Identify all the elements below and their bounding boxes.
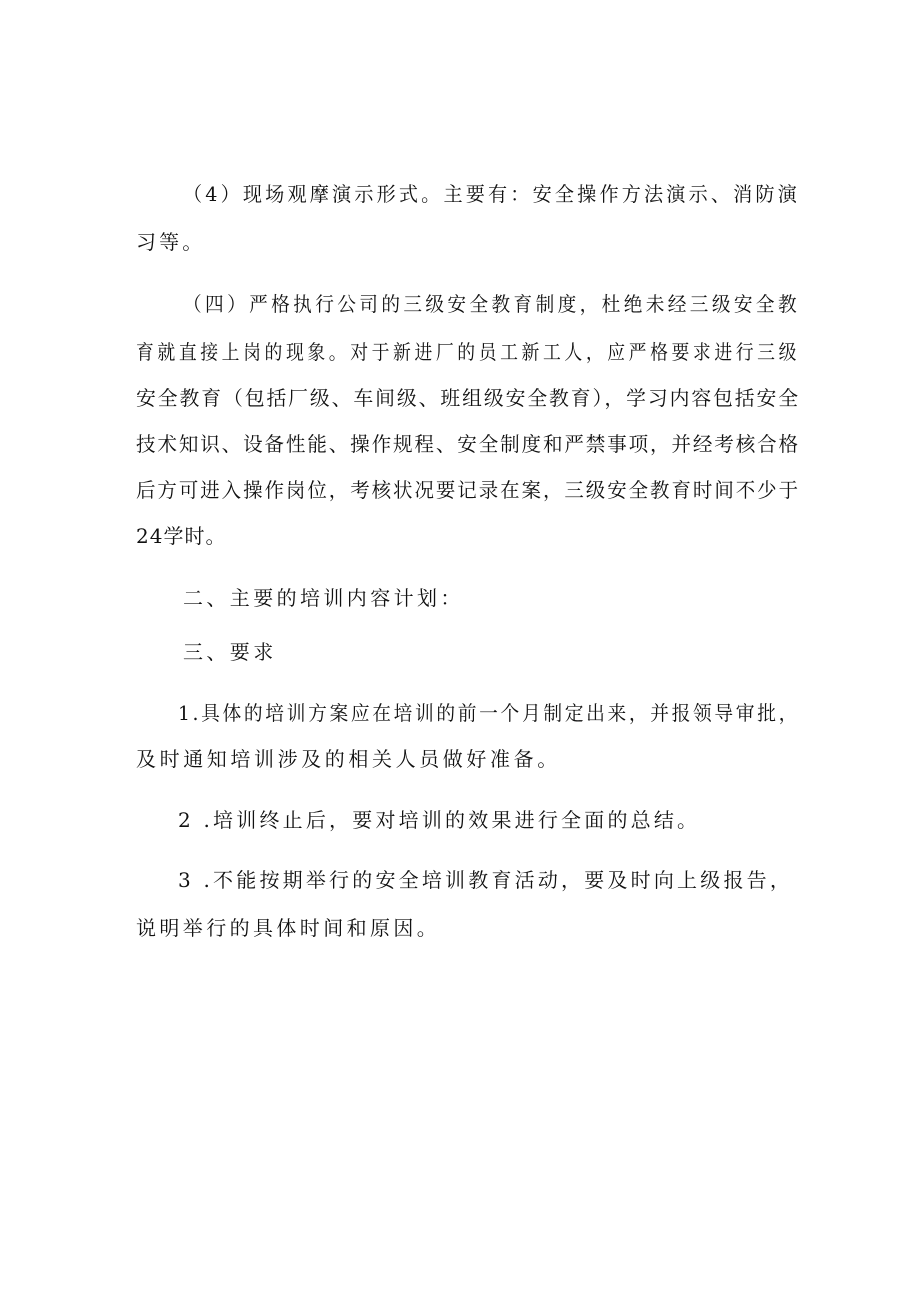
section-4-line-3: 安全教育（包括厂级、车间级、班组级安全教育），学习内容包括安全 — [136, 386, 801, 410]
heading-requirements: 三、要求 — [183, 640, 277, 664]
section-4-line-6: 24学时。 — [136, 524, 227, 548]
section-4-line-2: 育就直接上岗的现象。对于新进厂的员工新工人，应严格要求进行三级 — [136, 340, 801, 364]
requirement-3-line-2: 说明举行的具体时间和原因。 — [136, 916, 441, 940]
heading-training-content-plan: 二、主要的培训内容计划： — [183, 586, 464, 610]
section-4-line-5: 后方可进入操作岗位，考核状况要记录在案，三级安全教育时间不少于 — [136, 478, 800, 502]
section-4-line-4: 技术知识、设备性能、操作规程、安全制度和严禁事项，并经考核合格 — [136, 432, 800, 456]
requirement-3-line-1: 3 .不能按期举行的安全培训教育活动，要及时向上级报告， — [178, 868, 794, 892]
requirement-1-line-2: 及时通知培训涉及的相关人员做好准备。 — [136, 747, 561, 771]
requirement-2: 2 .培训终止后，要对培训的效果进行全面的总结。 — [178, 808, 701, 832]
paragraph-4-line-1: （4）现场观摩演示形式。主要有：安全操作方法演示、消防演 — [183, 182, 800, 206]
requirement-1-line-1: 1.具体的培训方案应在培训的前一个月制定出来，并报领导审批， — [178, 701, 800, 725]
section-4-line-1: （四）严格执行公司的三级安全教育制度，杜绝未经三级安全教 — [183, 292, 801, 316]
paragraph-4-line-2: 习等。 — [136, 230, 206, 254]
